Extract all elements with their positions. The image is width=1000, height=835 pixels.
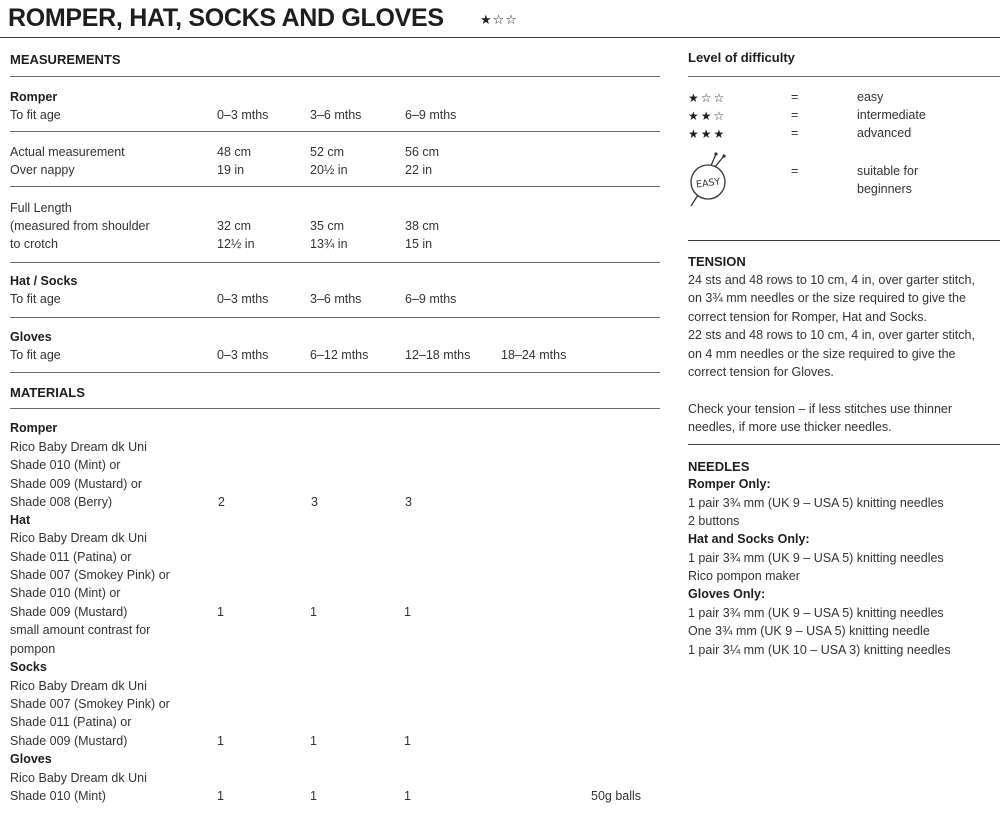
material-line: Shade 011 (Patina) or xyxy=(10,550,132,564)
measurements-heading: MEASUREMENTS xyxy=(10,52,121,67)
divider xyxy=(688,76,1000,77)
tension-line: correct tension for Gloves. xyxy=(688,365,834,379)
material-line: Rico Baby Dream dk Uni xyxy=(10,440,147,454)
divider xyxy=(10,76,660,77)
actual-measurement-label: Actual measurement xyxy=(10,145,125,159)
hat-socks-label: Hat / Socks xyxy=(10,274,78,288)
equals-sign: = xyxy=(791,164,799,178)
needles-subheading: Hat and Socks Only: xyxy=(688,532,810,546)
materials-heading: MATERIALS xyxy=(10,385,85,400)
tension-line: 22 sts and 48 rows to 10 cm, 4 in, over garter stitch, xyxy=(688,328,975,342)
material-line: Shade 009 (Mustard) xyxy=(10,605,128,619)
material-line: Rico Baby Dream dk Uni xyxy=(10,679,147,693)
quantity-cell: 1 xyxy=(310,605,317,619)
quantity-cell: 1 xyxy=(404,734,411,748)
tension-check: needles, if more use thicker needles. xyxy=(688,420,892,434)
needles-line: Rico pompon maker xyxy=(688,569,800,583)
quantity-cell: 1 xyxy=(404,789,411,803)
fit-age-label: To fit age xyxy=(10,108,61,122)
over-nappy-label: Over nappy xyxy=(10,163,75,177)
star-rating-icon: ★☆☆ xyxy=(688,91,727,105)
badge-text: EASY xyxy=(695,176,722,191)
easy-badge-icon xyxy=(688,160,728,200)
size-cell: 32 cm xyxy=(217,219,252,233)
fit-age-label: To fit age xyxy=(10,292,61,306)
material-line: Rico Baby Dream dk Uni xyxy=(10,771,147,785)
quantity-cell: 1 xyxy=(310,734,317,748)
divider xyxy=(10,408,660,409)
size-cell: 48 cm xyxy=(217,145,252,159)
size-cell: 6–9 mths xyxy=(405,108,457,122)
size-cell: 12–18 mths xyxy=(405,348,471,362)
size-cell: 22 in xyxy=(405,163,433,177)
quantity-cell: 2 xyxy=(218,495,225,509)
star-rating-icon: ★★☆ xyxy=(688,109,727,123)
needles-line: 2 buttons xyxy=(688,514,740,528)
size-cell: 13¾ in xyxy=(310,237,348,251)
tension-line: on 4 mm needles or the size required to give the xyxy=(688,347,956,361)
material-line: Shade 009 (Mustard) xyxy=(10,734,128,748)
divider xyxy=(688,444,1000,445)
page-title: ROMPER, HAT, SOCKS AND GLOVES xyxy=(8,4,444,32)
difficulty-heading: Level of difficulty xyxy=(688,50,795,65)
divider xyxy=(688,240,1000,241)
needles-heading: NEEDLES xyxy=(688,459,750,474)
divider xyxy=(10,186,660,187)
needles-line: 1 pair 3¾ mm (UK 9 – USA 5) knitting needles xyxy=(688,551,944,565)
size-cell: 56 cm xyxy=(405,145,440,159)
full-length-label: Full Length xyxy=(10,201,72,215)
difficulty-label: easy xyxy=(857,90,884,104)
quantity-cell: 1 xyxy=(217,734,224,748)
full-length-label: to crotch xyxy=(10,237,58,251)
size-cell: 0–3 mths xyxy=(217,108,269,122)
needles-subheading: Romper Only: xyxy=(688,477,771,491)
quantity-cell: 3 xyxy=(311,495,318,509)
difficulty-label: advanced xyxy=(857,126,912,140)
tension-line: 24 sts and 48 rows to 10 cm, 4 in, over garter stitch, xyxy=(688,273,975,287)
material-line: Rico Baby Dream dk Uni xyxy=(10,531,147,545)
divider xyxy=(10,317,660,318)
quantity-cell: 1 xyxy=(404,605,411,619)
size-cell: 52 cm xyxy=(310,145,345,159)
material-line: Shade 010 (Mint) xyxy=(10,789,106,803)
tension-check: Check your tension – if less stitches use thinner xyxy=(688,402,953,416)
size-cell: 38 cm xyxy=(405,219,440,233)
quantity-cell: 1 xyxy=(217,789,224,803)
romper-material-label: Romper xyxy=(10,421,58,435)
needles-line: 1 pair 3¾ mm (UK 9 – USA 5) knitting needles xyxy=(688,496,944,510)
equals-sign: = xyxy=(791,126,799,140)
full-length-label: (measured from shoulder xyxy=(10,219,150,233)
quantity-cell: 3 xyxy=(405,495,412,509)
material-line: Shade 010 (Mint) or xyxy=(10,586,121,600)
quantity-cell: 1 xyxy=(310,789,317,803)
size-cell: 6–12 mths xyxy=(310,348,369,362)
size-cell: 15 in xyxy=(405,237,433,251)
material-line: Shade 008 (Berry) xyxy=(10,495,113,509)
unit-label: 50g balls xyxy=(591,789,642,803)
divider xyxy=(10,372,660,373)
size-cell: 19 in xyxy=(217,163,245,177)
difficulty-label: suitable for xyxy=(857,164,919,178)
hat-material-label: Hat xyxy=(10,513,31,527)
difficulty-stars-icon: ★☆☆ xyxy=(480,12,518,27)
tension-line: on 3¾ mm needles or the size required to give the xyxy=(688,291,966,305)
needles-line: 1 pair 3¾ mm (UK 9 – USA 5) knitting needles xyxy=(688,606,944,620)
tension-line: correct tension for Romper, Hat and Socks. xyxy=(688,310,927,324)
star-rating-icon: ★★★ xyxy=(688,127,727,141)
size-cell: 20½ in xyxy=(310,163,348,177)
gloves-material-label: Gloves xyxy=(10,752,52,766)
difficulty-label: intermediate xyxy=(857,108,926,122)
size-cell: 0–3 mths xyxy=(217,292,269,306)
material-line: pompon xyxy=(10,642,56,656)
size-cell: 35 cm xyxy=(310,219,345,233)
needles-line: 1 pair 3¼ mm (UK 10 – USA 3) knitting needles xyxy=(688,643,951,657)
gloves-label: Gloves xyxy=(10,330,52,344)
size-cell: 6–9 mths xyxy=(405,292,457,306)
equals-sign: = xyxy=(791,90,799,104)
fit-age-label: To fit age xyxy=(10,348,61,362)
material-line: Shade 010 (Mint) or xyxy=(10,458,121,472)
size-cell: 0–3 mths xyxy=(217,348,269,362)
tension-heading: TENSION xyxy=(688,254,746,269)
material-line: Shade 007 (Smokey Pink) or xyxy=(10,568,170,582)
size-cell: 18–24 mths xyxy=(501,348,567,362)
divider xyxy=(10,131,660,132)
material-line: Shade 007 (Smokey Pink) or xyxy=(10,697,170,711)
equals-sign: = xyxy=(791,108,799,122)
material-line: Shade 009 (Mustard) or xyxy=(10,477,143,491)
quantity-cell: 1 xyxy=(217,605,224,619)
size-cell: 12½ in xyxy=(217,237,255,251)
romper-label: Romper xyxy=(10,90,58,104)
needles-line: One 3¾ mm (UK 9 – USA 5) knitting needle xyxy=(688,624,930,638)
socks-material-label: Socks xyxy=(10,660,47,674)
difficulty-label: beginners xyxy=(857,182,912,196)
material-line: Shade 011 (Patina) or xyxy=(10,715,132,729)
title-divider xyxy=(0,37,1000,38)
needles-subheading: Gloves Only: xyxy=(688,587,766,601)
size-cell: 3–6 mths xyxy=(310,292,362,306)
divider xyxy=(10,262,660,263)
size-cell: 3–6 mths xyxy=(310,108,362,122)
material-line: small amount contrast for xyxy=(10,623,151,637)
